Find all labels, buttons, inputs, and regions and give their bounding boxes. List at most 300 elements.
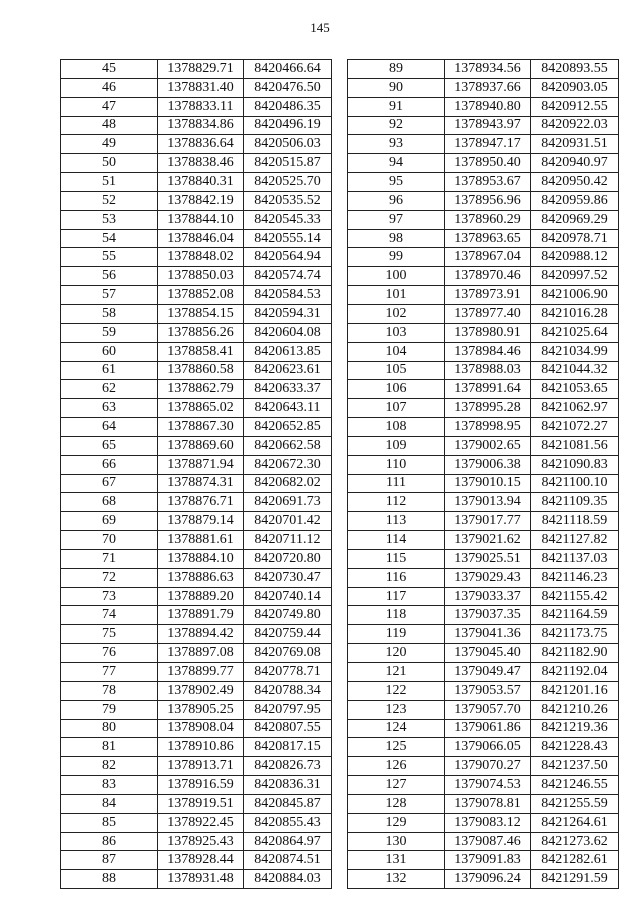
table-row <box>348 135 619 154</box>
table-row <box>61 681 332 700</box>
x-coordinate-cell: 1378862.79 <box>158 380 244 399</box>
point-number-cell: 127 <box>348 776 445 795</box>
y-coordinate-cell: 8420496.19 <box>244 116 332 135</box>
x-coordinate-cell: 1378943.97 <box>445 116 531 135</box>
x-coordinate-cell: 1378829.71 <box>158 60 244 79</box>
point-number-cell: 97 <box>348 210 445 229</box>
point-number-cell: 99 <box>348 248 445 267</box>
y-coordinate-cell: 8421006.90 <box>531 286 619 305</box>
y-coordinate-cell: 8420988.12 <box>531 248 619 267</box>
table-row <box>61 173 332 192</box>
table-row <box>348 191 619 210</box>
y-coordinate-cell: 8421264.61 <box>531 813 619 832</box>
table-row <box>61 719 332 738</box>
y-coordinate-cell: 8421016.28 <box>531 304 619 323</box>
y-coordinate-cell: 8420997.52 <box>531 267 619 286</box>
y-coordinate-cell: 8421273.62 <box>531 832 619 851</box>
coordinates-table-left <box>60 59 332 889</box>
table-row <box>348 286 619 305</box>
x-coordinate-cell: 1379037.35 <box>445 606 531 625</box>
x-coordinate-cell: 1378860.58 <box>158 361 244 380</box>
point-number-cell: 122 <box>348 681 445 700</box>
x-coordinate-cell: 1378905.25 <box>158 700 244 719</box>
x-coordinate-cell: 1378970.46 <box>445 267 531 286</box>
x-coordinate-cell: 1378995.28 <box>445 399 531 418</box>
y-coordinate-cell: 8420922.03 <box>531 116 619 135</box>
y-coordinate-cell: 8420701.42 <box>244 512 332 531</box>
x-coordinate-cell: 1378940.80 <box>445 97 531 116</box>
x-coordinate-cell: 1378967.04 <box>445 248 531 267</box>
y-coordinate-cell: 8420466.64 <box>244 60 332 79</box>
y-coordinate-cell: 8420682.02 <box>244 474 332 493</box>
y-coordinate-cell: 8421109.35 <box>531 493 619 512</box>
x-coordinate-cell: 1379002.65 <box>445 436 531 455</box>
table-row <box>61 493 332 512</box>
point-number-cell: 101 <box>348 286 445 305</box>
y-coordinate-cell: 8420759.44 <box>244 625 332 644</box>
table-row <box>348 323 619 342</box>
point-number-cell: 52 <box>61 191 158 210</box>
x-coordinate-cell: 1378988.03 <box>445 361 531 380</box>
table-row <box>348 342 619 361</box>
x-coordinate-cell: 1379049.47 <box>445 663 531 682</box>
table-row <box>61 794 332 813</box>
table-row <box>348 493 619 512</box>
table-row <box>61 474 332 493</box>
y-coordinate-cell: 8420662.58 <box>244 436 332 455</box>
y-coordinate-cell: 8421146.23 <box>531 568 619 587</box>
point-number-cell: 93 <box>348 135 445 154</box>
table-row <box>61 286 332 305</box>
y-coordinate-cell: 8420940.97 <box>531 154 619 173</box>
point-number-cell: 115 <box>348 549 445 568</box>
y-coordinate-cell: 8420730.47 <box>244 568 332 587</box>
table-row <box>61 116 332 135</box>
point-number-cell: 91 <box>348 97 445 116</box>
x-coordinate-cell: 1378865.02 <box>158 399 244 418</box>
point-number-cell: 83 <box>61 776 158 795</box>
y-coordinate-cell: 8421237.50 <box>531 757 619 776</box>
table-row <box>61 210 332 229</box>
x-coordinate-cell: 1378842.19 <box>158 191 244 210</box>
x-coordinate-cell: 1379010.15 <box>445 474 531 493</box>
y-coordinate-cell: 8420574.74 <box>244 267 332 286</box>
y-coordinate-cell: 8420978.71 <box>531 229 619 248</box>
x-coordinate-cell: 1378894.42 <box>158 625 244 644</box>
table-row <box>61 380 332 399</box>
y-coordinate-cell: 8420535.52 <box>244 191 332 210</box>
y-coordinate-cell: 8420720.80 <box>244 549 332 568</box>
x-coordinate-cell: 1379006.38 <box>445 455 531 474</box>
point-number-cell: 95 <box>348 173 445 192</box>
point-number-cell: 47 <box>61 97 158 116</box>
table-row <box>348 700 619 719</box>
y-coordinate-cell: 8420855.43 <box>244 813 332 832</box>
y-coordinate-cell: 8421255.59 <box>531 794 619 813</box>
x-coordinate-cell: 1378848.02 <box>158 248 244 267</box>
y-coordinate-cell: 8420643.11 <box>244 399 332 418</box>
y-coordinate-cell: 8420950.42 <box>531 173 619 192</box>
point-number-cell: 49 <box>61 135 158 154</box>
point-number-cell: 102 <box>348 304 445 323</box>
x-coordinate-cell: 1378931.48 <box>158 870 244 889</box>
table-row <box>348 738 619 757</box>
x-coordinate-cell: 1378876.71 <box>158 493 244 512</box>
table-row <box>61 248 332 267</box>
y-coordinate-cell: 8420740.14 <box>244 587 332 606</box>
y-coordinate-cell: 8420769.08 <box>244 644 332 663</box>
table-row <box>61 587 332 606</box>
y-coordinate-cell: 8421137.03 <box>531 549 619 568</box>
point-number-cell: 116 <box>348 568 445 587</box>
y-coordinate-cell: 8420613.85 <box>244 342 332 361</box>
y-coordinate-cell: 8420788.34 <box>244 681 332 700</box>
x-coordinate-cell: 1378956.96 <box>445 191 531 210</box>
table-row <box>348 794 619 813</box>
table-row <box>348 719 619 738</box>
table-row <box>348 663 619 682</box>
x-coordinate-cell: 1378998.95 <box>445 418 531 437</box>
table-row <box>348 681 619 700</box>
point-number-cell: 73 <box>61 587 158 606</box>
point-number-cell: 128 <box>348 794 445 813</box>
point-number-cell: 79 <box>61 700 158 719</box>
table-row <box>61 832 332 851</box>
y-coordinate-cell: 8420604.08 <box>244 323 332 342</box>
y-coordinate-cell: 8420633.37 <box>244 380 332 399</box>
point-number-cell: 113 <box>348 512 445 531</box>
x-coordinate-cell: 1378947.17 <box>445 135 531 154</box>
x-coordinate-cell: 1378833.11 <box>158 97 244 116</box>
table-row <box>348 606 619 625</box>
y-coordinate-cell: 8421201.16 <box>531 681 619 700</box>
point-number-cell: 123 <box>348 700 445 719</box>
y-coordinate-cell: 8420555.14 <box>244 229 332 248</box>
y-coordinate-cell: 8421155.42 <box>531 587 619 606</box>
table-row <box>348 436 619 455</box>
x-coordinate-cell: 1378980.91 <box>445 323 531 342</box>
table-row <box>348 568 619 587</box>
point-number-cell: 119 <box>348 625 445 644</box>
table-row <box>61 700 332 719</box>
point-number-cell: 61 <box>61 361 158 380</box>
point-number-cell: 106 <box>348 380 445 399</box>
point-number-cell: 68 <box>61 493 158 512</box>
y-coordinate-cell: 8420931.51 <box>531 135 619 154</box>
table-row <box>348 267 619 286</box>
y-coordinate-cell: 8421081.56 <box>531 436 619 455</box>
table-row <box>61 568 332 587</box>
table-row <box>348 399 619 418</box>
y-coordinate-cell: 8420864.97 <box>244 832 332 851</box>
point-number-cell: 100 <box>348 267 445 286</box>
y-coordinate-cell: 8420845.87 <box>244 794 332 813</box>
table-row <box>348 210 619 229</box>
y-coordinate-cell: 8421044.32 <box>531 361 619 380</box>
table-row <box>61 97 332 116</box>
point-number-cell: 55 <box>61 248 158 267</box>
point-number-cell: 126 <box>348 757 445 776</box>
x-coordinate-cell: 1379078.81 <box>445 794 531 813</box>
x-coordinate-cell: 1378910.86 <box>158 738 244 757</box>
x-coordinate-cell: 1378874.31 <box>158 474 244 493</box>
x-coordinate-cell: 1378925.43 <box>158 832 244 851</box>
table-row <box>348 813 619 832</box>
y-coordinate-cell: 8420836.31 <box>244 776 332 795</box>
y-coordinate-cell: 8420545.33 <box>244 210 332 229</box>
table-row <box>348 60 619 79</box>
table-row <box>61 757 332 776</box>
x-coordinate-cell: 1378867.30 <box>158 418 244 437</box>
x-coordinate-cell: 1379045.40 <box>445 644 531 663</box>
y-coordinate-cell: 8420797.95 <box>244 700 332 719</box>
point-number-cell: 87 <box>61 851 158 870</box>
table-row <box>348 455 619 474</box>
y-coordinate-cell: 8420652.85 <box>244 418 332 437</box>
point-number-cell: 124 <box>348 719 445 738</box>
x-coordinate-cell: 1378881.61 <box>158 531 244 550</box>
table-row <box>348 361 619 380</box>
point-number-cell: 129 <box>348 813 445 832</box>
y-coordinate-cell: 8421210.26 <box>531 700 619 719</box>
x-coordinate-cell: 1379041.36 <box>445 625 531 644</box>
table-row <box>61 154 332 173</box>
table-row <box>61 191 332 210</box>
x-coordinate-cell: 1379025.51 <box>445 549 531 568</box>
y-coordinate-cell: 8420884.03 <box>244 870 332 889</box>
x-coordinate-cell: 1378889.20 <box>158 587 244 606</box>
y-coordinate-cell: 8421072.27 <box>531 418 619 437</box>
point-number-cell: 75 <box>61 625 158 644</box>
x-coordinate-cell: 1378960.29 <box>445 210 531 229</box>
point-number-cell: 58 <box>61 304 158 323</box>
x-coordinate-cell: 1378977.40 <box>445 304 531 323</box>
y-coordinate-cell: 8420817.15 <box>244 738 332 757</box>
y-coordinate-cell: 8420623.61 <box>244 361 332 380</box>
y-coordinate-cell: 8421025.64 <box>531 323 619 342</box>
table-row <box>348 154 619 173</box>
y-coordinate-cell: 8421192.04 <box>531 663 619 682</box>
table-row <box>61 512 332 531</box>
x-coordinate-cell: 1378950.40 <box>445 154 531 173</box>
point-number-cell: 51 <box>61 173 158 192</box>
point-number-cell: 108 <box>348 418 445 437</box>
point-number-cell: 74 <box>61 606 158 625</box>
table-row <box>61 304 332 323</box>
y-coordinate-cell: 8420584.53 <box>244 286 332 305</box>
table-row <box>348 549 619 568</box>
point-number-cell: 98 <box>348 229 445 248</box>
point-number-cell: 130 <box>348 832 445 851</box>
x-coordinate-cell: 1378854.15 <box>158 304 244 323</box>
table-row <box>61 851 332 870</box>
point-number-cell: 132 <box>348 870 445 889</box>
point-number-cell: 70 <box>61 531 158 550</box>
y-coordinate-cell: 8421228.43 <box>531 738 619 757</box>
x-coordinate-cell: 1378902.49 <box>158 681 244 700</box>
point-number-cell: 107 <box>348 399 445 418</box>
table-row <box>348 116 619 135</box>
coordinates-table-right <box>347 59 619 889</box>
table-row <box>61 644 332 663</box>
table-row <box>61 323 332 342</box>
point-number-cell: 105 <box>348 361 445 380</box>
table-row <box>348 78 619 97</box>
table-row <box>61 135 332 154</box>
table-row <box>348 248 619 267</box>
y-coordinate-cell: 8420515.87 <box>244 154 332 173</box>
x-coordinate-cell: 1378908.04 <box>158 719 244 738</box>
x-coordinate-cell: 1379061.86 <box>445 719 531 738</box>
x-coordinate-cell: 1378846.04 <box>158 229 244 248</box>
table-row <box>61 738 332 757</box>
point-number-cell: 85 <box>61 813 158 832</box>
x-coordinate-cell: 1379070.27 <box>445 757 531 776</box>
y-coordinate-cell: 8420476.50 <box>244 78 332 97</box>
y-coordinate-cell: 8420807.55 <box>244 719 332 738</box>
page-number: 145 <box>310 20 330 35</box>
x-coordinate-cell: 1378858.41 <box>158 342 244 361</box>
table-row <box>348 851 619 870</box>
x-coordinate-cell: 1379029.43 <box>445 568 531 587</box>
y-coordinate-cell: 8420672.30 <box>244 455 332 474</box>
point-number-cell: 82 <box>61 757 158 776</box>
x-coordinate-cell: 1379083.12 <box>445 813 531 832</box>
point-number-cell: 84 <box>61 794 158 813</box>
x-coordinate-cell: 1379021.62 <box>445 531 531 550</box>
x-coordinate-cell: 1378850.03 <box>158 267 244 286</box>
y-coordinate-cell: 8420525.70 <box>244 173 332 192</box>
x-coordinate-cell: 1378856.26 <box>158 323 244 342</box>
point-number-cell: 53 <box>61 210 158 229</box>
point-number-cell: 118 <box>348 606 445 625</box>
point-number-cell: 64 <box>61 418 158 437</box>
point-number-cell: 117 <box>348 587 445 606</box>
point-number-cell: 50 <box>61 154 158 173</box>
point-number-cell: 78 <box>61 681 158 700</box>
x-coordinate-cell: 1378913.71 <box>158 757 244 776</box>
y-coordinate-cell: 8421282.61 <box>531 851 619 870</box>
x-coordinate-cell: 1379091.83 <box>445 851 531 870</box>
x-coordinate-cell: 1378928.44 <box>158 851 244 870</box>
table-row <box>61 78 332 97</box>
y-coordinate-cell: 8420874.51 <box>244 851 332 870</box>
point-number-cell: 92 <box>348 116 445 135</box>
point-number-cell: 72 <box>61 568 158 587</box>
point-number-cell: 94 <box>348 154 445 173</box>
point-number-cell: 109 <box>348 436 445 455</box>
y-coordinate-cell: 8420564.94 <box>244 248 332 267</box>
table-row <box>348 304 619 323</box>
point-number-cell: 66 <box>61 455 158 474</box>
y-coordinate-cell: 8421219.36 <box>531 719 619 738</box>
x-coordinate-cell: 1378840.31 <box>158 173 244 192</box>
table-row <box>61 229 332 248</box>
table-row <box>61 776 332 795</box>
point-number-cell: 46 <box>61 78 158 97</box>
y-coordinate-cell: 8420969.29 <box>531 210 619 229</box>
point-number-cell: 77 <box>61 663 158 682</box>
table-row <box>348 531 619 550</box>
point-number-cell: 63 <box>61 399 158 418</box>
table-row <box>61 399 332 418</box>
point-number-cell: 96 <box>348 191 445 210</box>
point-number-cell: 62 <box>61 380 158 399</box>
y-coordinate-cell: 8420826.73 <box>244 757 332 776</box>
x-coordinate-cell: 1378984.46 <box>445 342 531 361</box>
y-coordinate-cell: 8421291.59 <box>531 870 619 889</box>
x-coordinate-cell: 1379087.46 <box>445 832 531 851</box>
x-coordinate-cell: 1379053.57 <box>445 681 531 700</box>
table-row <box>61 455 332 474</box>
x-coordinate-cell: 1378963.65 <box>445 229 531 248</box>
table-row <box>61 549 332 568</box>
x-coordinate-cell: 1379017.77 <box>445 512 531 531</box>
y-coordinate-cell: 8421182.90 <box>531 644 619 663</box>
table-row <box>61 870 332 889</box>
y-coordinate-cell: 8420903.05 <box>531 78 619 97</box>
y-coordinate-cell: 8421062.97 <box>531 399 619 418</box>
x-coordinate-cell: 1379057.70 <box>445 700 531 719</box>
point-number-cell: 89 <box>348 60 445 79</box>
y-coordinate-cell: 8420691.73 <box>244 493 332 512</box>
table-row <box>348 832 619 851</box>
point-number-cell: 56 <box>61 267 158 286</box>
x-coordinate-cell: 1379033.37 <box>445 587 531 606</box>
x-coordinate-cell: 1378922.45 <box>158 813 244 832</box>
point-number-cell: 69 <box>61 512 158 531</box>
point-number-cell: 112 <box>348 493 445 512</box>
x-coordinate-cell: 1378919.51 <box>158 794 244 813</box>
y-coordinate-cell: 8420749.80 <box>244 606 332 625</box>
table-row <box>348 587 619 606</box>
point-number-cell: 120 <box>348 644 445 663</box>
point-number-cell: 54 <box>61 229 158 248</box>
table-row <box>348 644 619 663</box>
table-row <box>348 776 619 795</box>
x-coordinate-cell: 1378886.63 <box>158 568 244 587</box>
point-number-cell: 121 <box>348 663 445 682</box>
point-number-cell: 114 <box>348 531 445 550</box>
y-coordinate-cell: 8420594.31 <box>244 304 332 323</box>
point-number-cell: 86 <box>61 832 158 851</box>
x-coordinate-cell: 1378991.64 <box>445 380 531 399</box>
table-row <box>348 625 619 644</box>
x-coordinate-cell: 1378831.40 <box>158 78 244 97</box>
x-coordinate-cell: 1378834.86 <box>158 116 244 135</box>
table-row <box>61 361 332 380</box>
x-coordinate-cell: 1378916.59 <box>158 776 244 795</box>
x-coordinate-cell: 1379074.53 <box>445 776 531 795</box>
x-coordinate-cell: 1379013.94 <box>445 493 531 512</box>
table-row <box>348 512 619 531</box>
x-coordinate-cell: 1378897.08 <box>158 644 244 663</box>
y-coordinate-cell: 8420711.12 <box>244 531 332 550</box>
x-coordinate-cell: 1378934.56 <box>445 60 531 79</box>
table-row <box>348 173 619 192</box>
point-number-cell: 103 <box>348 323 445 342</box>
x-coordinate-cell: 1378937.66 <box>445 78 531 97</box>
table-row <box>348 474 619 493</box>
y-coordinate-cell: 8420506.03 <box>244 135 332 154</box>
table-row <box>61 267 332 286</box>
y-coordinate-cell: 8420959.86 <box>531 191 619 210</box>
x-coordinate-cell: 1378973.91 <box>445 286 531 305</box>
table-row <box>61 663 332 682</box>
point-number-cell: 104 <box>348 342 445 361</box>
x-coordinate-cell: 1378891.79 <box>158 606 244 625</box>
table-row <box>61 342 332 361</box>
